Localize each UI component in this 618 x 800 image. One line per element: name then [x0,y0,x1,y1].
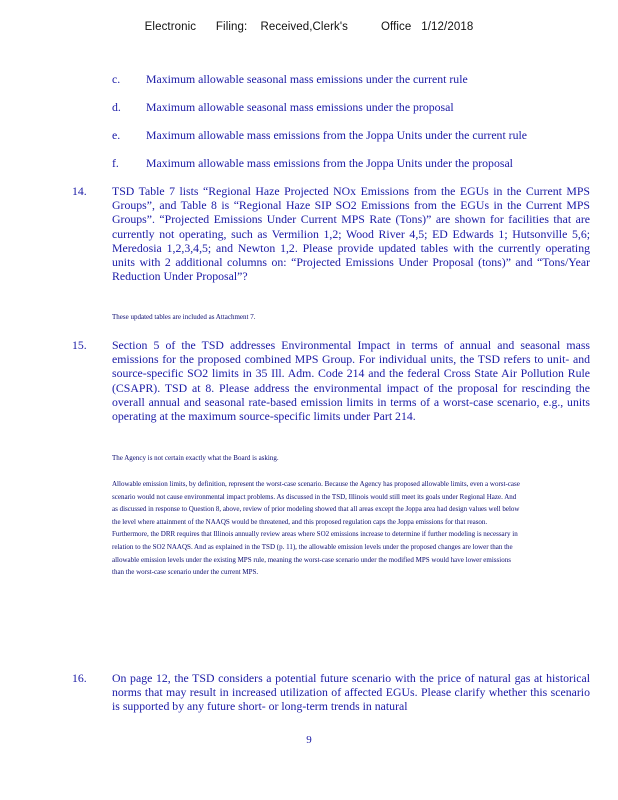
sub-item-label: e. [112,128,121,142]
response-14: These updated tables are included as Attachment 7. [112,313,256,321]
question-number: 14. [72,184,87,198]
sub-item-label: d. [112,100,121,114]
question-text: TSD Table 7 lists “Regional Haze Projected NOx Emissions from the EGUs in the Current MPS Groups”, and Table 8 is “Regional Haze SIP SO2 Emissions from the EGUs in the Current MPS Groups”. “Projected Emissions Under Current MPS Rate (Tons)” are shown for facilities that are currently not operating, such as Vermilion 1,2; Wood River 4,5; ED Edwards 1; Hutsonville 5,6; Meredosia 1,2,3,4,5; and Newton 1,2. Please provide updated tables with the currently operating units with 2 additional columns on: “Projected Emissions Under Proposal (tons)” and “Tons/Year Reduction Under Proposal”? [112,184,590,284]
page-number: 9 [306,734,312,746]
sub-item-c [112,72,592,87]
filing-header: Electronic Filing: Received,Clerk's Office 1/12/2018 [144,21,474,33]
sub-item-f [112,156,592,171]
question-text: Section 5 of the TSD addresses Environmental Impact in terms of annual and seasonal mass emissions for the proposed combined MPS Group. For individual units, the TSD refers to unit- and source-specific SO2 limits in 35 Ill. Adm. Code 214 and the federal Cross State Air Pollution Rule (CSAPR). TSD at 8. Please address the environmental impact of the proposal for rescinding the overall annual and seasonal rate-based emission limits in terms of a worst-case scenario, e.g., units operating at the maximum source-specific limits under Part 214. [112,338,590,424]
response-15-intro: The Agency is not certain exactly what the Board is asking. [112,454,279,462]
sub-item-text: Maximum allowable seasonal mass emissions under the current rule [146,72,468,86]
sub-item-d [112,100,592,115]
sub-item-label: c. [112,72,121,86]
sub-item-e [112,128,592,143]
response-15: Allowable emission limits, by definition, represent the worst-case scenario. Because the Agency has proposed allowable limits, even a worst-case scenario would not cause environmental impact problems. As discussed in the TSD, Illinois would still meet its goals under Regional Haze. And as discussed in response to Question 8, above, review of prior modeling showed that all areas except the Joppa area had design values well below the level where attainment of the NAAQS would be threatened, and this proposed regulation caps the Joppa emissions for that reason. Furthermore, the DRR requires that Illinois annually review areas where SO2 emissions increase to determine if further modeling is necessary in relation to the SO2 NAAQS. And as explained in the TSD (p. 11), the allowable emission levels under the proposed changes are lower than the allowable emission levels under the existing MPS rule, meaning the worst-case scenario under the modified MPS would have lower emissions than the worst-case scenario under the current MPS. [112,480,520,577]
question-number: 15. [72,338,87,352]
sub-item-text: Maximum allowable mass emissions from the Joppa Units under the proposal [146,156,513,170]
question-number: 16. [72,671,87,685]
sub-item-text: Maximum allowable seasonal mass emissions under the proposal [146,100,454,114]
sub-item-label: f. [112,156,119,170]
sub-item-text: Maximum allowable mass emissions from the Joppa Units under the current rule [146,128,528,142]
question-text: On page 12, the TSD considers a potential future scenario with the price of natural gas at historical norms that may result in increased utilization of affected EGUs. Please clarify whether this scenario is supported by any future short- or long-term trends in natural [112,671,590,714]
